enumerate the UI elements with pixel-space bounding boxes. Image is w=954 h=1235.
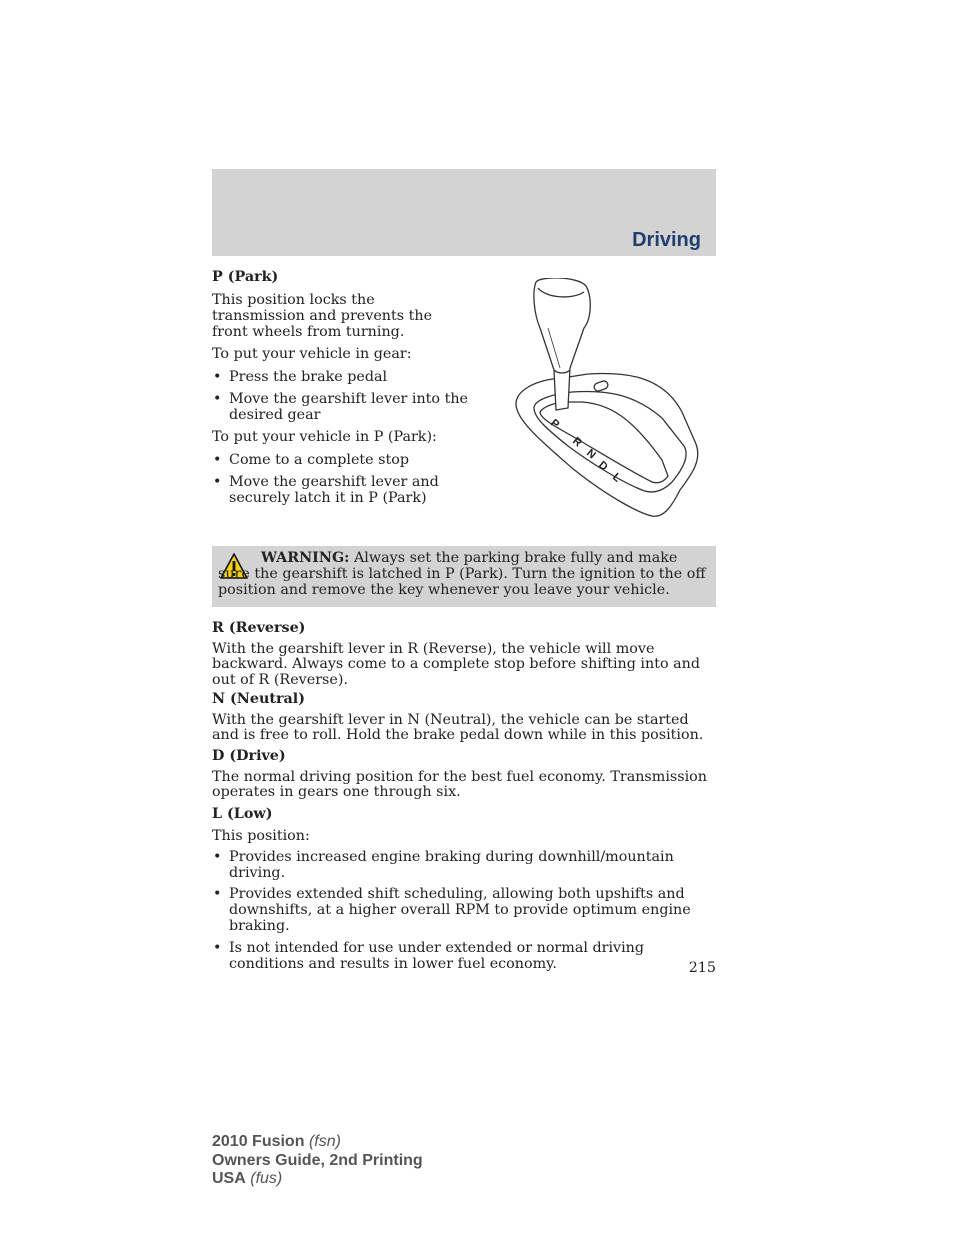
park-intro: To put your vehicle in P (Park): xyxy=(212,429,437,445)
neutral-paragraph: With the gearshift lever in N (Neutral), the vehicle can be started and is free to roll. Hold the brake pedal down while in this position. xyxy=(212,711,704,743)
list-item: • Press the brake pedal xyxy=(212,369,472,385)
drive-paragraph: The normal driving position for the best fuel economy. Transmission operates in gears one through six. xyxy=(212,768,707,800)
drive-heading: D (Drive) xyxy=(212,748,286,764)
page-number: 215 xyxy=(688,960,716,976)
gearshift-illustration xyxy=(512,278,700,520)
park-section xyxy=(212,269,472,506)
section-title: Driving xyxy=(632,229,701,251)
list-item: • Provides extended shift scheduling, allowing both upshifts and downshifts, at a higher overall RPM to provide optimum engine braking. xyxy=(212,886,716,934)
neutral-heading: N (Neutral) xyxy=(212,691,305,707)
park-heading: P (Park) xyxy=(212,269,279,285)
shifter-label-l: L xyxy=(610,471,623,485)
gear-intro: To put your vehicle in gear: xyxy=(212,346,412,362)
list-item: • Provides increased engine braking during downhill/mountain driving. xyxy=(212,849,716,881)
footer xyxy=(212,1133,423,1189)
low-section xyxy=(212,806,716,972)
reverse-paragraph: With the gearshift lever in R (Reverse), the vehicle will move backward. Always come to a complete stop before shifting into and out of R (Reverse). xyxy=(212,640,700,688)
warning-text-block xyxy=(218,550,708,598)
list-item: • Come to a complete stop xyxy=(212,452,472,468)
footer-line-2: Owners Guide, 2nd Printing xyxy=(212,1151,423,1169)
low-intro: This position: xyxy=(212,828,310,844)
shifter-label-n: N xyxy=(584,447,598,462)
reverse-section xyxy=(212,621,716,688)
list-item: • Move the gearshift lever into the desired gear xyxy=(212,391,472,423)
warning-box xyxy=(212,546,716,607)
shifter-label-p: P xyxy=(548,417,562,432)
warning-text: Always set the parking brake fully and make sure the gearshift is latched in P (Park). Turn the ignition to the off position and remove the key whenever you leave your vehicle. xyxy=(218,550,706,598)
header-band xyxy=(212,169,716,256)
warning-label: WARNING: xyxy=(261,550,350,566)
drive-section xyxy=(212,749,716,801)
footer-line-1: 2010 Fusion (fsn) xyxy=(212,1133,341,1150)
shifter-label-d: D xyxy=(596,459,610,474)
low-heading: L (Low) xyxy=(212,806,273,822)
park-paragraph: This position locks the transmission and prevents the front wheels from turning. xyxy=(212,292,433,340)
list-item: • Move the gearshift lever and securely latch it in P (Park) xyxy=(212,474,472,506)
footer-line-3: USA (fus) xyxy=(212,1170,283,1187)
neutral-section xyxy=(212,692,716,744)
reverse-heading: R (Reverse) xyxy=(212,620,306,636)
shifter-label-r: R xyxy=(570,435,584,450)
list-item: • Is not intended for use under extended or normal driving conditions and results in lower fuel economy. xyxy=(212,940,716,972)
